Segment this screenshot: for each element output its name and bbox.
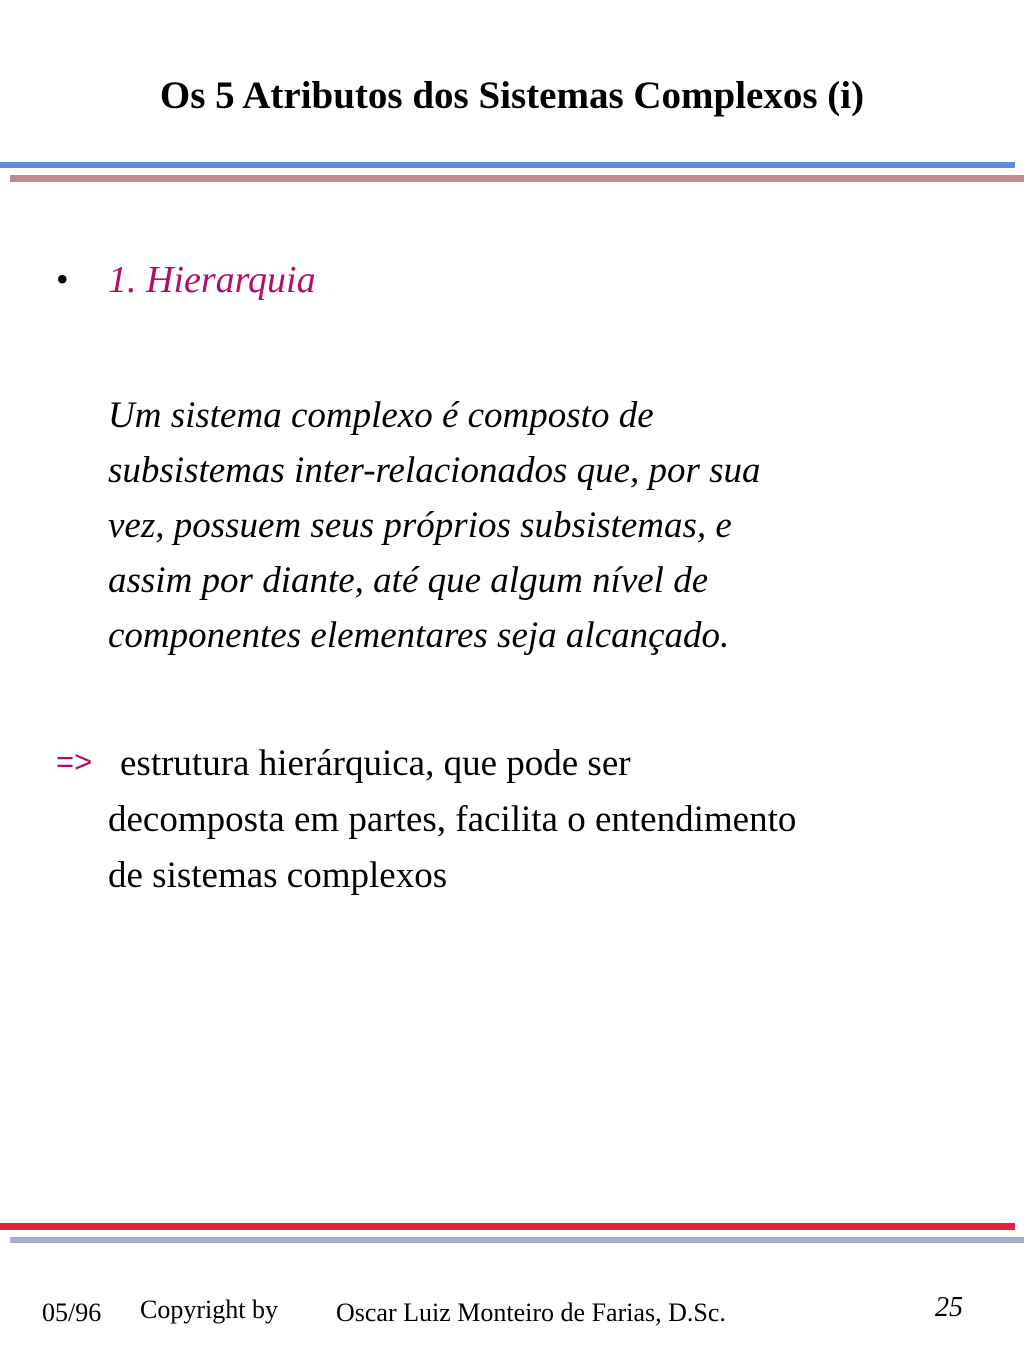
consequence-line: decomposta em partes, facilita o entendimento [108,799,797,840]
definition-line: Um sistema complexo é composto de [108,395,654,436]
consequence-paragraph [108,736,1008,904]
consequence-line: estrutura hierárquica, que pode ser [120,743,631,784]
definition-line: componentes elementares seja alcançado. [108,615,730,656]
definition-paragraph [108,388,988,663]
footer-date: 05/96 [42,1298,102,1327]
consequence-line: de sistemas complexos [108,855,448,896]
section-heading: 1. Hierarquia [108,259,316,301]
footer-rule-lavender [10,1237,1024,1243]
footer-author: Oscar Luiz Monteiro de Farias, D.Sc. [336,1298,726,1327]
slide-title: Os 5 Atributos dos Sistemas Complexos (i) [159,74,865,117]
definition-line: vez, possuem seus próprios subsistemas, e [108,505,732,546]
title-rule-blue [0,162,1015,168]
title-rule-rose [10,175,1024,182]
definition-line: subsistemas inter-relacionados que, por sua [108,450,761,491]
definition-line: assim por diante, até que algum nível de [108,560,709,601]
arrow-icon: => [56,744,93,779]
footer-copyright: Copyright by [140,1295,278,1324]
page-number: 25 [935,1292,963,1323]
bullet-icon: • [56,259,69,299]
footer-rule-red [0,1223,1015,1230]
